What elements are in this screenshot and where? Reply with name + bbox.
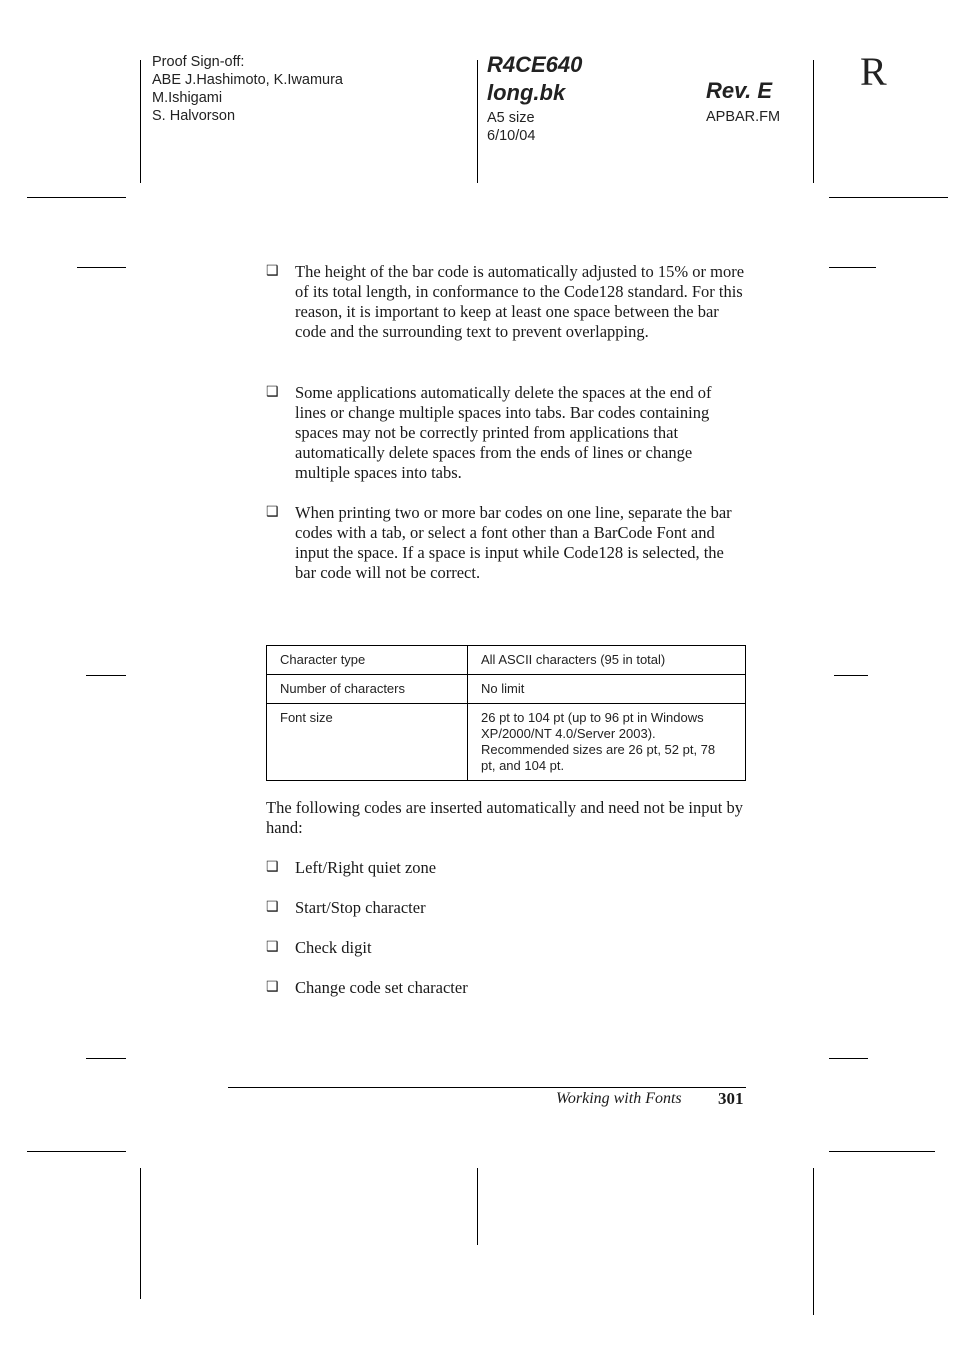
list-item-text: The height of the bar code is automatically adjusted to 15% or more of its total length, in conformance to the Code128 standard. For this reason, it is important to keep at least one space between the bar code and the surrounding text to prevent overlapping. — [295, 262, 745, 341]
document-code — [487, 51, 582, 107]
proof-line: Proof Sign-off: — [152, 54, 245, 70]
document-code-line2: long.bk — [487, 80, 566, 105]
table-value: 26 pt to 104 pt (up to 96 pt in Windows XP/2000/NT 4.0/Server 2003). Recommended sizes are 26 pt, 52 pt, 78 pt, and 104 pt. — [468, 704, 746, 781]
table-row — [267, 646, 746, 675]
crop-mark — [829, 197, 948, 198]
list-item — [266, 898, 746, 918]
auto-codes-intro: The following codes are inserted automatically and need not be input by hand: — [266, 798, 743, 837]
table-row — [267, 704, 746, 781]
table-key: Font size — [267, 704, 468, 781]
list-item-text: Start/Stop character — [295, 898, 426, 917]
list-item — [266, 503, 746, 583]
list-item — [266, 978, 746, 998]
checkbox-bullet-icon: ❑ — [266, 505, 279, 520]
proof-line: S. Halvorson — [152, 108, 236, 124]
list-item-text: Check digit — [295, 938, 372, 957]
crop-mark — [834, 675, 868, 676]
revision-label: Rev. E — [706, 78, 773, 103]
proof-line: M.Ishigami — [152, 90, 223, 106]
table-row — [267, 675, 746, 704]
crop-mark — [477, 1168, 478, 1245]
crop-mark — [813, 1168, 814, 1315]
proof-line: ABE J.Hashimoto, K.Iwamura — [152, 72, 343, 88]
crop-mark — [77, 267, 126, 268]
print-date: 6/10/04 — [487, 128, 536, 144]
list-item-text: Change code set character — [295, 978, 468, 997]
proof-signoff — [152, 53, 343, 125]
crop-mark — [140, 60, 141, 183]
footer-section-title: Working with Fonts — [556, 1090, 682, 1107]
crop-mark — [477, 60, 478, 183]
table-value: All ASCII characters (95 in total) — [468, 646, 746, 675]
crop-mark — [27, 1151, 126, 1152]
list-item-text: When printing two or more bar codes on one line, separate the bar codes with a tab, or select a font other than a BarCode Font and input the space. If a space is input while Code128 is selected, the bar code will not be correct. — [295, 503, 732, 582]
table-key: Number of characters — [267, 675, 468, 704]
document-code-line1: R4CE640 — [487, 52, 583, 77]
crop-mark — [140, 1168, 141, 1299]
checkbox-bullet-icon: ❑ — [266, 860, 279, 875]
table-key: Character type — [267, 646, 468, 675]
list-item — [266, 383, 746, 483]
source-filename: APBAR.FM — [706, 109, 781, 125]
page-meta — [487, 109, 535, 145]
page-number: 301 — [718, 1089, 744, 1108]
list-item — [266, 262, 746, 342]
crop-mark — [829, 267, 876, 268]
checkbox-bullet-icon: ❑ — [266, 900, 279, 915]
table-value: No limit — [468, 675, 746, 704]
checkbox-bullet-icon: ❑ — [266, 264, 279, 279]
checkbox-bullet-icon: ❑ — [266, 980, 279, 995]
checkbox-bullet-icon: ❑ — [266, 940, 279, 955]
paper-size: A5 size — [487, 110, 535, 126]
crop-mark — [86, 675, 126, 676]
crop-mark — [829, 1058, 868, 1059]
crop-mark — [86, 1058, 126, 1059]
crop-mark — [813, 60, 814, 183]
crop-mark — [829, 1151, 935, 1152]
list-item — [266, 938, 746, 958]
list-item-text: Left/Right quiet zone — [295, 858, 437, 877]
footer-rule — [228, 1087, 746, 1088]
spec-table — [266, 645, 746, 781]
list-item — [266, 858, 746, 878]
checkbox-bullet-icon: ❑ — [266, 385, 279, 400]
crop-mark — [27, 197, 126, 198]
list-item-text: Some applications automatically delete the spaces at the end of lines or change multiple spaces into tabs. Bar codes containing spaces may not be correctly printed from applications that automatically delete spaces from the ends of lines or change multiple spaces into tabs. — [295, 383, 712, 482]
chapter-letter: R — [860, 49, 887, 94]
